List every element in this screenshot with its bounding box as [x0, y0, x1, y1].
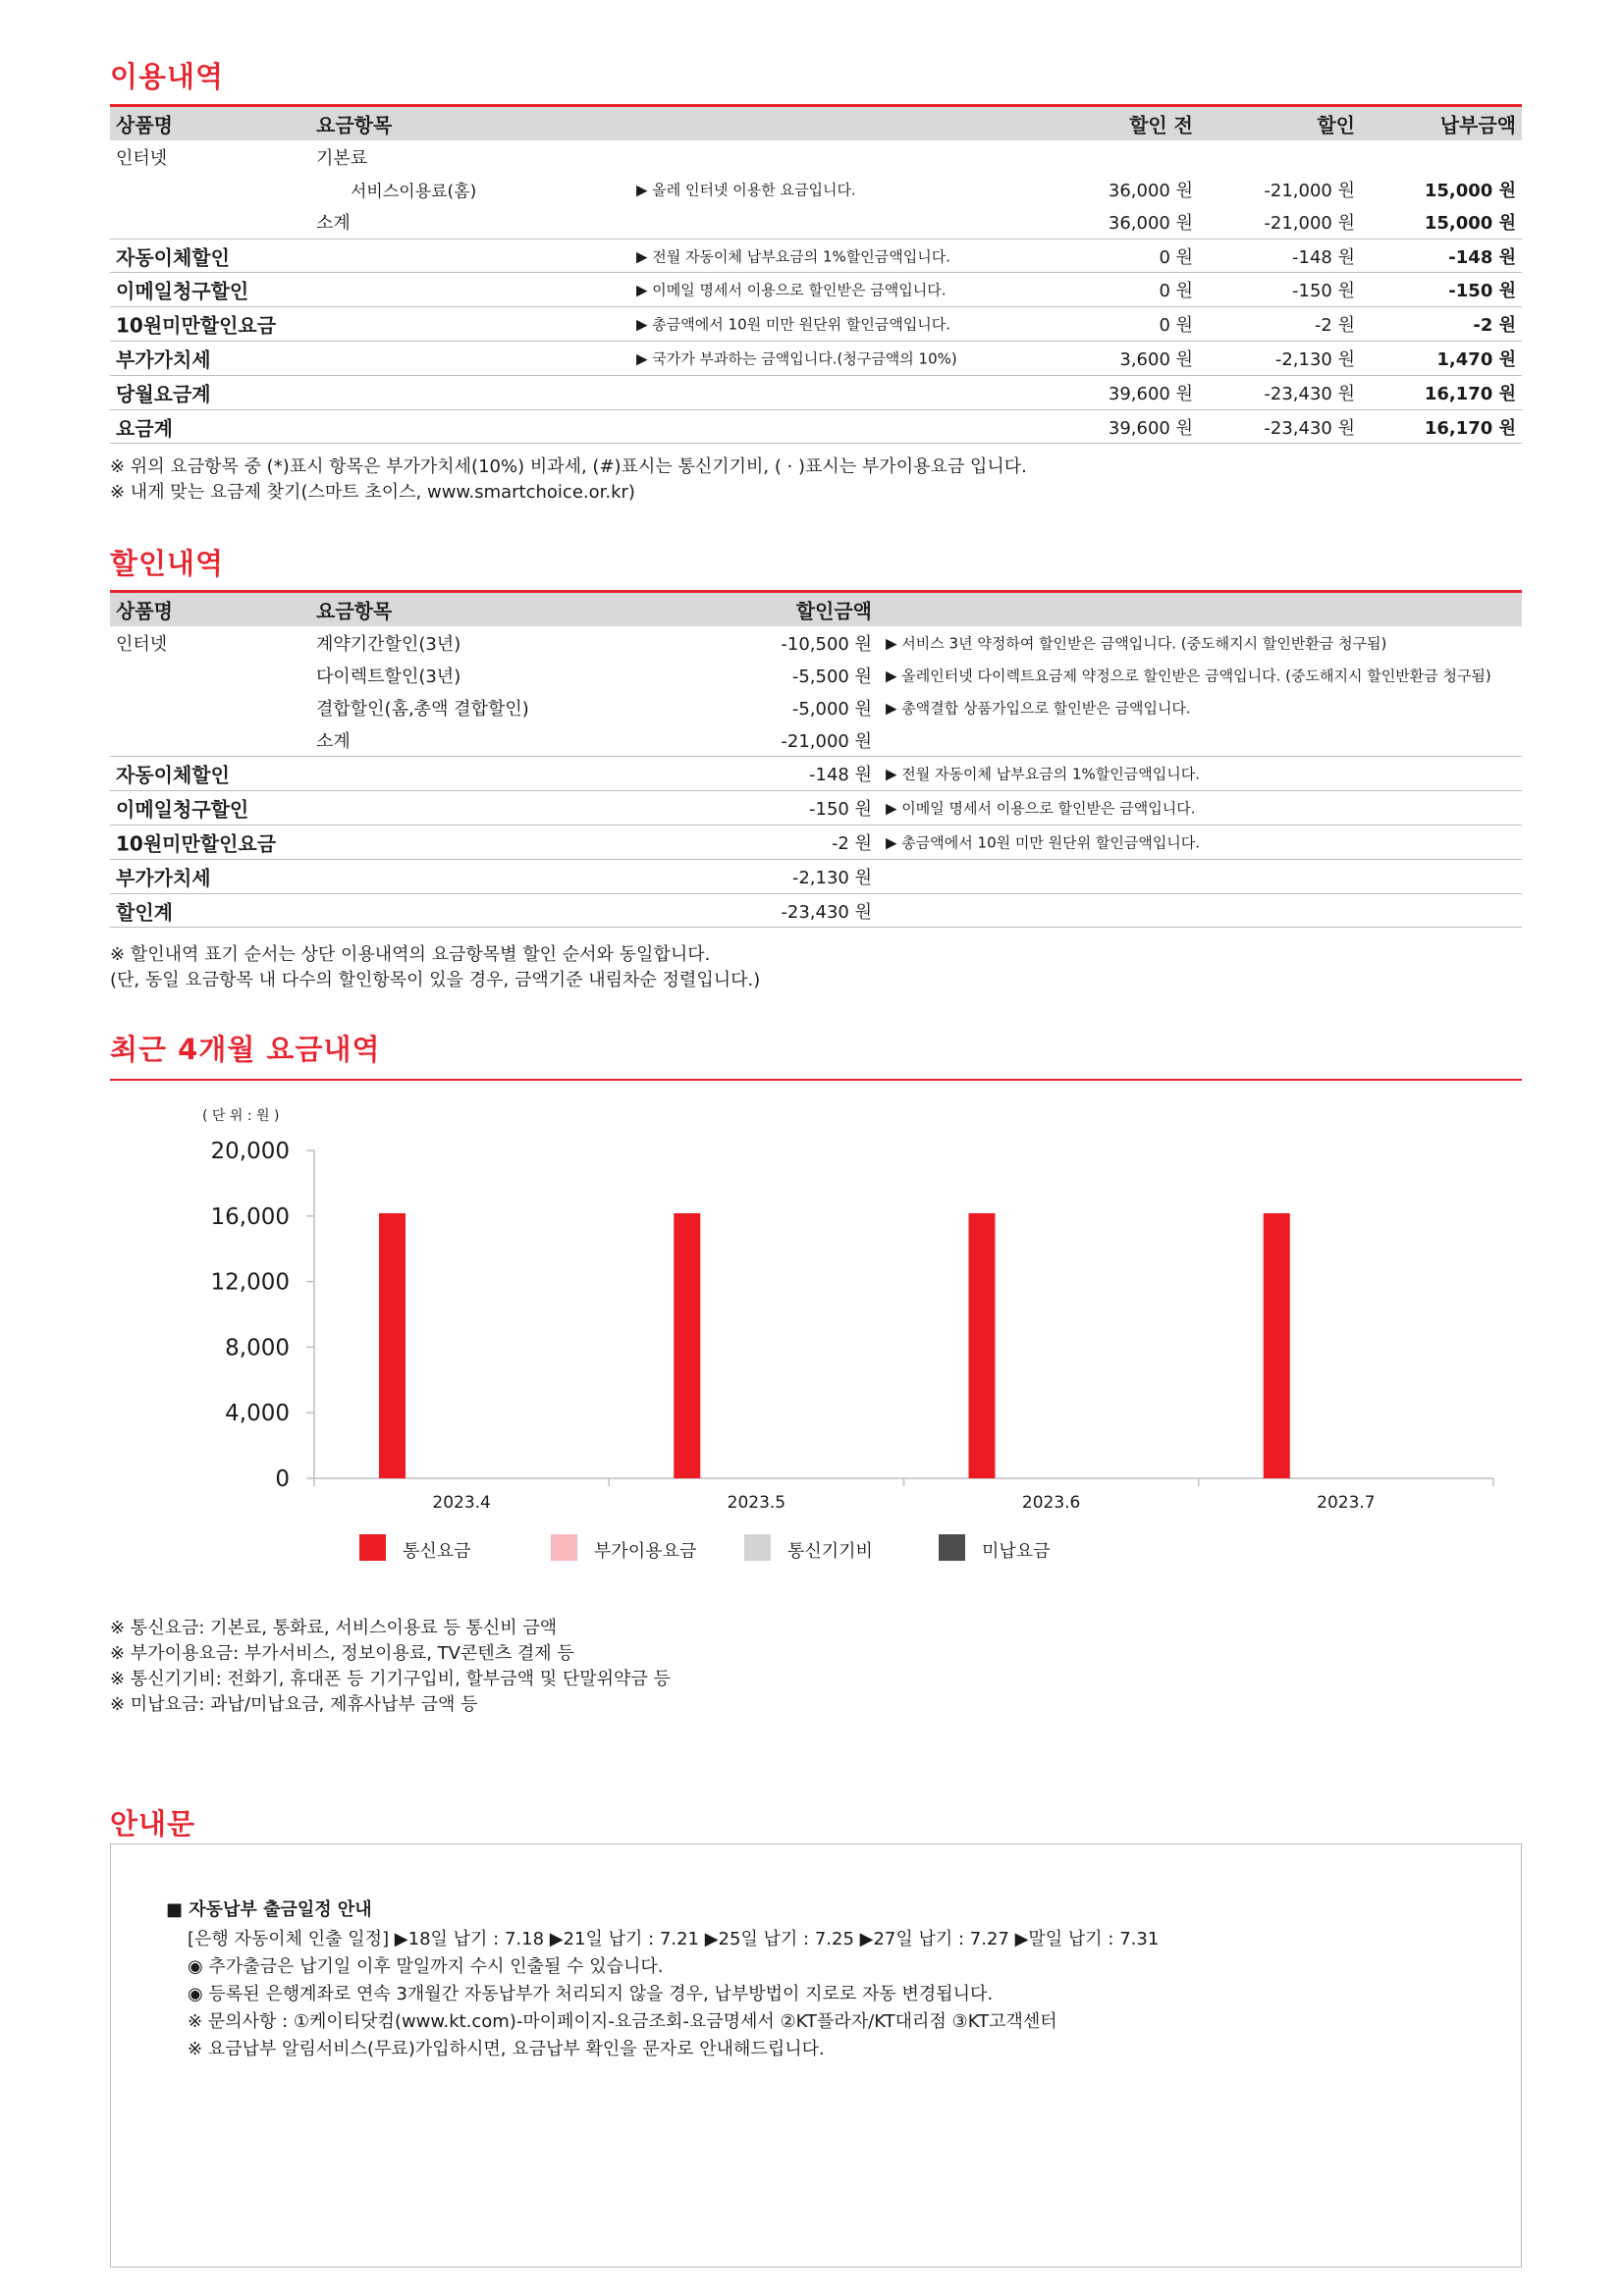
- subtotal-pay: 15,000 원: [1424, 213, 1516, 234]
- discount-row-desc: ▶ 전월 자동이체 납부요금의 1%할인금액입니다.: [886, 765, 1200, 783]
- internet-subtotal-row: [110, 205, 1522, 239]
- chart-notes: [110, 1616, 671, 1718]
- discount-note-1: ※ 할인내역 표기 순서는 상단 이용내역의 요금항목별 할인 순서와 동일합니다.: [110, 944, 711, 965]
- discount-row-desc: ▶ 이메일 명세서 이용으로 할인받은 금액입니다.: [886, 799, 1196, 818]
- discount-table-header: [110, 590, 1522, 626]
- usage-row-desc: ▶ 전월 자동이체 납부요금의 1%할인금액입니다.: [636, 247, 950, 265]
- header-before: 할인 전: [1129, 113, 1193, 137]
- usage-row-discount: -23,430 원: [1264, 417, 1355, 439]
- discount-row-label: 이메일청구할인: [116, 797, 249, 822]
- usage-table-header: [110, 104, 1522, 140]
- discount-row: [110, 756, 1522, 790]
- discount-item-desc: ▶ 총액결합 상품가입으로 할인받은 금액입니다.: [886, 699, 1191, 717]
- discount-row: [110, 859, 1522, 893]
- service-fee-before: 36,000 원: [1108, 180, 1193, 201]
- x-tick-label: 2023.5: [727, 1493, 786, 1513]
- usage-row: [110, 409, 1522, 444]
- header-discount: 할인: [1317, 113, 1355, 137]
- notice-section-title: 안내문: [110, 1807, 196, 1841]
- service-fee-pay: 15,000 원: [1424, 180, 1516, 201]
- discount-row-label: 부가가치세: [116, 866, 211, 890]
- internet-product: 인터넷: [116, 147, 168, 169]
- discount-internet-row: [110, 723, 1522, 756]
- usage-row-desc: ▶ 국가가 부과하는 금액입니다.(청구금액의 10%): [636, 349, 957, 368]
- usage-row-before: 39,600 원: [1108, 417, 1193, 439]
- usage-row-discount: -150 원: [1292, 281, 1355, 301]
- discount-item-desc: ▶ 서비스 3년 약정하여 할인받은 금액입니다. (중도해지시 할인반환금 청구됨): [886, 634, 1387, 652]
- discount-item-label: 계약기간할인(3년): [316, 633, 461, 655]
- usage-row-label: 부가가치세: [116, 347, 211, 372]
- notice-box: [110, 1843, 1522, 2268]
- header-item: 요금항목: [316, 113, 393, 137]
- notice-line-3: ◉ 등록된 은행계좌로 연속 3개월간 자동납부가 처리되지 않을 경우, 납부방법이 지로로 자동 변경됩니다.: [188, 1984, 994, 2004]
- discount-internet-row: [110, 659, 1522, 691]
- disc-header-amount: 할인금액: [795, 599, 872, 623]
- bar-2023.5-0: [674, 1213, 700, 1478]
- usage-row-pay: 16,170 원: [1424, 384, 1516, 404]
- discount-note-2: (단, 동일 요금항목 내 다수의 할인항목이 있을 경우, 금액기준 내림차순 정렬입니다.): [110, 970, 761, 990]
- bar-2023.6-0: [969, 1213, 996, 1478]
- usage-row: [110, 341, 1522, 375]
- service-fee-label: 서비스이용료(홈): [351, 182, 477, 201]
- service-fee-desc: ▶ 올레 인터넷 이용한 요금입니다.: [636, 181, 856, 198]
- usage-row: [110, 306, 1522, 341]
- discount-row-amount: -2,130 원: [791, 868, 872, 888]
- notice-line-2: ◉ 추가출금은 납기일 이후 말일까지 수시 인출될 수 있습니다.: [188, 1956, 664, 1977]
- chart-section-divider: [110, 1079, 1522, 1081]
- discount-item-amount: -5,000 원: [791, 698, 872, 720]
- legend-label: 부가이용요금: [594, 1541, 697, 1562]
- usage-row-pay: -2 원: [1473, 315, 1516, 336]
- usage-row-pay: 16,170 원: [1424, 417, 1516, 439]
- base-fee-label: 기본료: [316, 147, 368, 169]
- x-tick-label: 2023.6: [1021, 1493, 1081, 1513]
- discount-row-amount: -148 원: [809, 765, 872, 785]
- usage-row-label: 10원미만할인요금: [116, 313, 277, 338]
- discount-row-amount: -2 원: [831, 833, 872, 854]
- usage-note-2: ※ 내게 맞는 요금제 찾기(스마트 초이스, www.smartchoice.or.kr): [110, 482, 635, 503]
- usage-row: [110, 239, 1522, 272]
- discount-item-label: 결합할인(홈,총액 결합할인): [316, 698, 529, 720]
- usage-row-label: 요금계: [116, 416, 173, 440]
- discount-internet-row: [110, 691, 1522, 723]
- usage-table: [110, 104, 1522, 444]
- legend-label: 미납요금: [982, 1541, 1051, 1562]
- bar-2023.4-0: [379, 1213, 406, 1478]
- usage-note-1: ※ 위의 요금항목 중 (*)표시 항목은 부가가치세(10%) 비과세, (#)표시는 통신기기비, ( · )표시는 부가이용요금 입니다.: [110, 456, 1027, 477]
- legend-swatch: [939, 1534, 965, 1561]
- y-tick-label: 20,000: [210, 1139, 290, 1164]
- discount-item-label: 다이렉트할인(3년): [316, 666, 461, 687]
- chart-section-title: 최근 4개월 요금내역: [110, 1033, 381, 1066]
- discount-item-amount: -21,000 원: [781, 730, 872, 752]
- legend-swatch: [359, 1534, 386, 1561]
- usage-row-label: 당월요금계: [116, 382, 211, 406]
- usage-row-discount: -148 원: [1292, 246, 1355, 268]
- usage-row-label: 이메일청구할인: [116, 279, 249, 303]
- bar-2023.7-0: [1264, 1213, 1290, 1478]
- subtotal-label: 소계: [316, 213, 351, 234]
- header-pay: 납부금액: [1439, 113, 1516, 137]
- discount-row-label: 할인계: [116, 900, 173, 924]
- chart-note-2: ※ 부가이용요금: 부가서비스, 정보이용료, TV콘텐츠 결제 등: [110, 1643, 574, 1664]
- legend-swatch: [551, 1534, 577, 1561]
- chart-unit-label: ( 단 위 : 원 ): [202, 1108, 280, 1124]
- legend-label: 통신요금: [403, 1541, 471, 1562]
- usage-row-before: 3,600 원: [1119, 349, 1193, 370]
- discount-item-amount: -5,500 원: [791, 666, 872, 687]
- discount-notes: [110, 942, 760, 993]
- discount-section-title: 할인내역: [110, 547, 225, 580]
- discount-row-desc: ▶ 총금액에서 10원 미만 원단위 할인금액입니다.: [886, 833, 1201, 852]
- usage-row-discount: -2,130 원: [1274, 349, 1355, 370]
- discount-row: [110, 893, 1522, 928]
- notice-heading: ■ 자동납부 출금일정 안내: [166, 1899, 372, 1920]
- usage-row-before: 0 원: [1159, 246, 1193, 268]
- usage-row-pay: -148 원: [1448, 246, 1516, 268]
- discount-row-amount: -23,430 원: [781, 901, 872, 923]
- usage-row-desc: ▶ 이메일 명세서 이용으로 할인받은 금액입니다.: [636, 281, 947, 299]
- discount-item-desc: ▶ 올레인터넷 다이렉트요금제 약정으로 할인받은 금액입니다. (중도해지시 할인반환금 청구됨): [886, 667, 1491, 684]
- discount-item-amount: -10,500 원: [781, 633, 872, 655]
- legend-label: 통신기기비: [787, 1541, 873, 1562]
- usage-row-discount: -23,430 원: [1264, 384, 1355, 404]
- discount-internet-row: [110, 626, 1522, 659]
- usage-row-before: 0 원: [1159, 315, 1193, 336]
- chart-note-1: ※ 통신요금: 기본료, 통화료, 서비스이용료 등 통신비 금액: [110, 1618, 558, 1638]
- internet-base-row: [110, 140, 1522, 173]
- discount-row-label: 자동이체할인: [116, 763, 230, 787]
- y-tick-label: 12,000: [210, 1269, 290, 1296]
- subtotal-before: 36,000 원: [1108, 213, 1193, 234]
- usage-row-desc: ▶ 총금액에서 10원 미만 원단위 할인금액입니다.: [636, 315, 951, 334]
- disc-header-product: 상품명: [116, 599, 173, 623]
- y-tick-label: 8,000: [225, 1335, 290, 1362]
- usage-row: [110, 272, 1522, 306]
- disc-header-item: 요금항목: [316, 599, 393, 623]
- y-tick-label: 16,000: [210, 1203, 290, 1230]
- discount-row-amount: -150 원: [809, 799, 872, 820]
- chart-note-4: ※ 미납요금: 과납/미납요금, 제휴사납부 금액 등: [110, 1694, 478, 1715]
- discount-item-label: 소계: [316, 730, 351, 752]
- service-fee-row: [110, 173, 1522, 205]
- y-tick-label: 4,000: [225, 1401, 290, 1427]
- usage-row-before: 0 원: [1159, 281, 1193, 301]
- notice-line-1: [은행 자동이체 인출 일정] ▶18일 납기 : 7.18 ▶21일 납기 : 7.21 ▶25일 납기 : 7.25 ▶27일 납기 : 7.27 ▶말일 납기 : 7.31: [188, 1929, 1160, 1949]
- chart-note-3: ※ 통신기기비: 전화기, 휴대폰 등 기기구입비, 할부금액 및 단말위약금 등: [110, 1669, 671, 1689]
- usage-section-title: 이용내역: [110, 60, 225, 93]
- discount-row: [110, 825, 1522, 859]
- usage-row-before: 39,600 원: [1108, 384, 1193, 404]
- discount-row-label: 10원미만할인요금: [116, 831, 277, 856]
- discount-row: [110, 790, 1522, 825]
- x-tick-label: 2023.4: [432, 1493, 491, 1513]
- usage-row-pay: -150 원: [1448, 281, 1516, 301]
- x-tick-label: 2023.7: [1317, 1493, 1376, 1513]
- header-product: 상품명: [116, 113, 173, 137]
- usage-row-discount: -2 원: [1314, 315, 1355, 336]
- usage-notes: [110, 454, 1027, 506]
- notice-line-5: ※ 요금납부 알림서비스(무료)가입하시면, 요금납부 확인을 문자로 안내해드립니다.: [188, 2039, 825, 2059]
- usage-row: [110, 375, 1522, 409]
- legend-swatch: [744, 1534, 771, 1561]
- service-fee-discount: -21,000 원: [1264, 180, 1355, 201]
- y-tick-label: 0: [275, 1467, 290, 1492]
- notice-line-4: ※ 문의사항 : ①케이티닷컴(www.kt.com)-마이페이지-요금조회-요금명세서 ②KT플라자/KT대리점 ③KT고객센터: [188, 2011, 1057, 2032]
- usage-row-label: 자동이체할인: [116, 245, 230, 269]
- discount-internet-product: 인터넷: [116, 633, 168, 655]
- usage-row-pay: 1,470 원: [1436, 349, 1516, 370]
- subtotal-discount: -21,000 원: [1264, 213, 1355, 234]
- discount-table: [110, 590, 1522, 928]
